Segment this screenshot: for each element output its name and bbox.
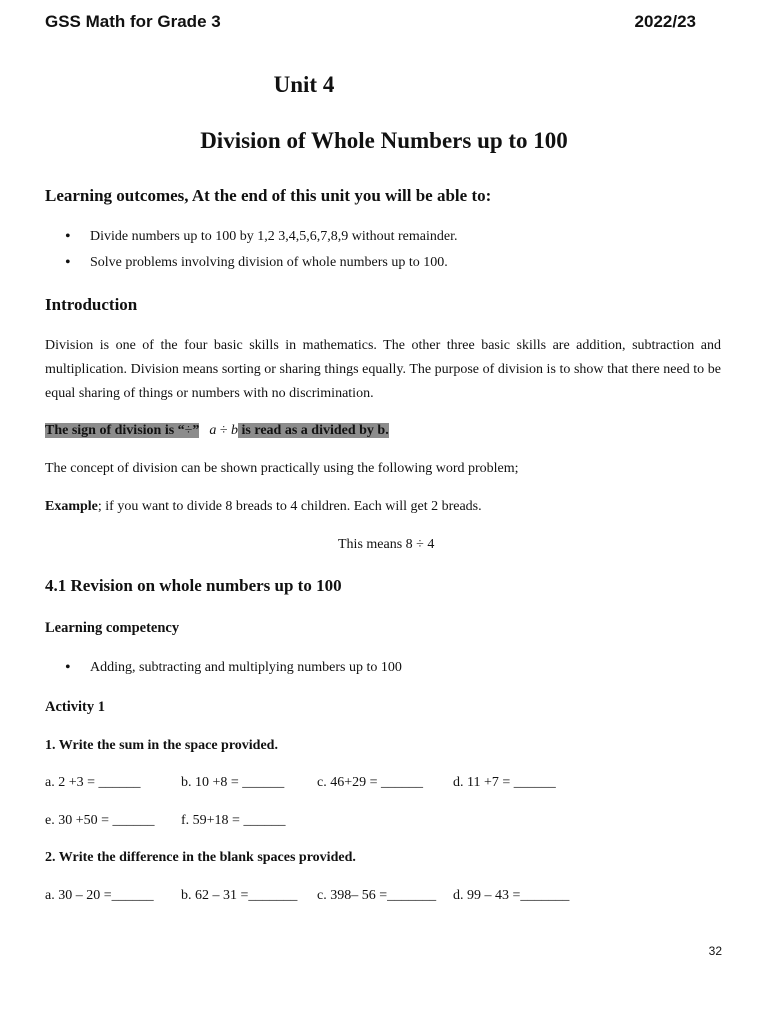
exercise-item: a. 2 +3 = ______ [45,775,141,790]
competency-list [45,655,725,681]
question-1-row-1 [45,775,589,791]
example-meaning: This means 8 ÷ 4 [338,537,435,552]
activity-heading: Activity 1 [45,699,105,715]
question-2-row-1 [45,888,589,904]
unit-heading: Unit 4 [273,72,335,97]
document-header-title: GSS Math for Grade 3 [45,12,221,31]
exercise-item: f. 59+18 = ______ [181,813,286,828]
page-title: Division of Whole Numbers up to 100 [200,128,568,153]
page-number: 32 [708,944,722,958]
document-header-year: 2022/23 [634,12,696,31]
exercise-item: c. 398– 56 =_______ [317,888,437,903]
outcomes-list [45,224,725,276]
exercise-item: a. 30 – 20 =______ [45,888,154,903]
competency-item: • Adding, subtracting and multiplying numbers up to 100 [45,655,725,681]
exercise-item: b. 62 – 31 =_______ [181,888,298,903]
exercise-item: c. 46+29 = ______ [317,775,424,790]
section-heading: 4.1 Revision on whole numbers up to 100 [45,576,342,595]
division-sign-line [45,423,389,439]
competency-heading: Learning competency [45,620,180,636]
exercise-item: e. 30 +50 = ______ [45,813,155,828]
example-label: Example [45,499,98,514]
expression-a: a [209,423,217,438]
outcome-item: • Solve problems involving division of whole numbers up to 100. [45,250,725,276]
example-text: ; if you want to divide 8 breads to 4 children. Each will get 2 breads. [97,499,482,514]
question-1-title: 1. Write the sum in the space provided. [45,738,278,753]
division-sign-quote: ” [192,423,200,438]
outcomes-heading: Learning outcomes, At the end of this unit you will be able to: [45,186,492,205]
question-2-title: 2. Write the difference in the blank spaces provided. [45,850,356,865]
exercise-item: b. 10 +8 = ______ [181,775,285,790]
example-line [45,499,482,515]
exercise-item: d. 99 – 43 =_______ [453,888,570,903]
division-sign-text: The sign of division is “ [45,423,185,438]
introduction-heading: Introduction [45,295,138,314]
question-1-row-2 [45,813,317,829]
expression-operator: ÷ [216,423,232,438]
concept-text: The concept of division can be shown practically using the following word problem; [45,461,519,476]
exercise-item: d. 11 +7 = ______ [453,775,556,790]
division-reading: is read as a divided by b. [238,423,389,438]
expression-b: b [231,423,239,438]
outcome-item: • Divide numbers up to 100 by 1,2 3,4,5,6,7,8,9 without remainder. [45,224,725,250]
introduction-paragraph: Division is one of the four basic skills in mathematics. The other three basic skills are addition, subtraction and multiplication. Division means sorting or sharing things equally. The purpose of division is to show that there need to be equal sharing of things or numbers with no discrimination. [45,338,721,401]
division-symbol: ÷ [184,423,193,438]
